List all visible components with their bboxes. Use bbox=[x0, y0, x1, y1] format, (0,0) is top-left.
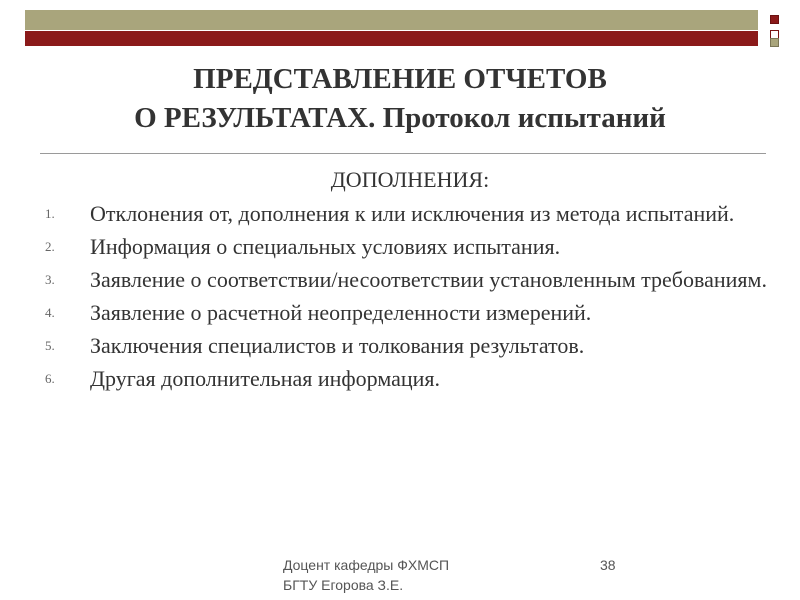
slide-title-line-1: ПРЕДСТАВЛЕНИЕ ОТЧЕТОВ bbox=[193, 63, 607, 95]
list-item bbox=[20, 266, 770, 293]
page-number: 38 bbox=[600, 557, 616, 573]
title-divider bbox=[40, 153, 766, 154]
list-item-text: Информация о специальных условиях испытания. bbox=[90, 234, 561, 259]
footer-author bbox=[283, 555, 449, 595]
list-item bbox=[20, 365, 770, 392]
list-item-number: 5. bbox=[45, 338, 55, 353]
footer-line-2: БГТУ Егорова З.Е. bbox=[283, 577, 404, 593]
list-item-number: 6. bbox=[45, 371, 55, 386]
list-item bbox=[20, 299, 770, 326]
list-item-number: 2. bbox=[45, 239, 55, 254]
footer-line-1: Доцент кафедры ФХМСП bbox=[283, 557, 450, 573]
slide-title-line-2: О РЕЗУЛЬТАТАХ. Протокол испытаний bbox=[134, 102, 666, 134]
list-item-number: 4. bbox=[45, 305, 55, 320]
list-item-text: Заключения специалистов и толкования результатов. bbox=[90, 333, 585, 358]
list-item bbox=[20, 233, 770, 260]
list-item-text: Заявление о расчетной неопределенности измерений. bbox=[90, 300, 592, 325]
section-heading: ДОПОЛНЕНИЯ: bbox=[330, 167, 490, 192]
header-bar-maroon bbox=[25, 31, 758, 46]
list-item-number: 1. bbox=[45, 206, 55, 221]
additions-list bbox=[20, 200, 770, 398]
header-bar-olive bbox=[25, 10, 758, 30]
list-item-text: Другая дополнительная информация. bbox=[90, 366, 441, 391]
list-item bbox=[20, 332, 770, 359]
slide-title bbox=[40, 60, 760, 138]
list-item-text: Отклонения от, дополнения к или исключения из метода испытаний. bbox=[90, 201, 735, 226]
decor-square-olive bbox=[770, 38, 779, 47]
list-item-number: 3. bbox=[45, 272, 55, 287]
decor-square-maroon bbox=[770, 15, 779, 24]
list-item-text: Заявление о соответствии/несоответствии установленным требованиям. bbox=[90, 267, 767, 292]
list-item bbox=[20, 200, 770, 227]
